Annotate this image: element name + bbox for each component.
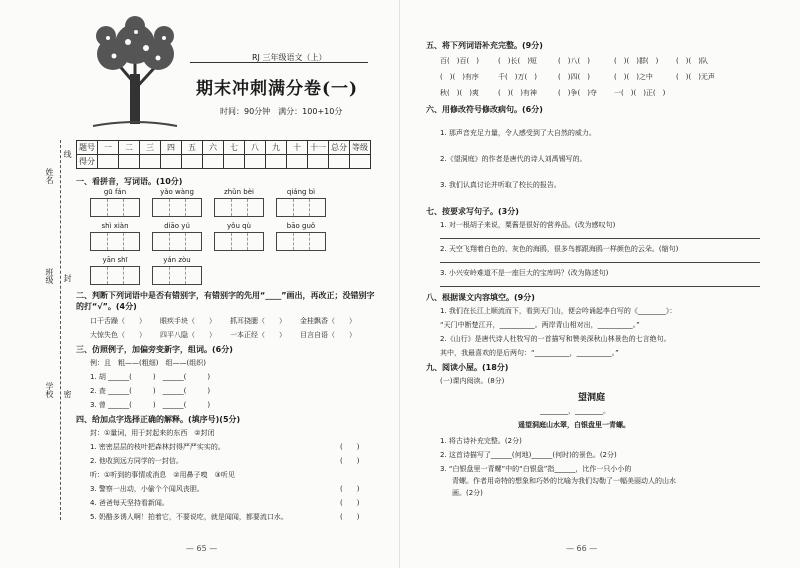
answer-box[interactable]	[276, 198, 326, 217]
score-header-cell: 一	[98, 141, 119, 155]
q6-item: 1. 那声音充足力量，令人感受到了大自然的威力。	[440, 129, 596, 137]
q4-heading: 四、给加点字选择正确的解释。(填序号)(5分)	[76, 415, 241, 424]
score-row-label: 得分	[77, 155, 98, 169]
q2-item: 大惊失色（ ）	[90, 331, 146, 339]
score-cell[interactable]	[161, 155, 182, 169]
q9-heading: 九、阅读小屋。(18分)	[426, 363, 509, 372]
score-header-cell: 二	[119, 141, 140, 155]
answer-box[interactable]	[152, 266, 202, 285]
answer-box[interactable]	[214, 198, 264, 217]
q4-item: 5. 奶酪多诱人啊！拍着它，不要说吃，就是闻闻，都要流口水。	[90, 513, 288, 521]
q3-heading: 三、仿照例子，加偏旁变新字，组词。(6分)	[76, 345, 233, 354]
q3-item[interactable]: 1. 胡 ______( ) ______( )	[90, 373, 211, 381]
score-cell[interactable]	[182, 155, 203, 169]
pinyin-label: yǒu qù	[227, 222, 251, 230]
score-header-cell: 六	[203, 141, 224, 155]
q5-item[interactable]: ( )四( )	[558, 73, 590, 81]
score-cell[interactable]	[308, 155, 329, 169]
q7-item: 2. 天空飞翔着白色的、灰色的海鸥，很多鸟都跟海鸥一样颜色的云朵。(缩句)	[440, 245, 679, 253]
q3-item[interactable]: 3. 曾 ______( ) ______( )	[90, 401, 211, 409]
answer-bracket[interactable]: ( )	[340, 443, 360, 451]
score-header-cell: 九	[266, 141, 287, 155]
score-cell[interactable]	[119, 155, 140, 169]
score-header-cell: 五	[182, 141, 203, 155]
pinyin-label: gū fán	[103, 188, 127, 196]
score-cell[interactable]	[245, 155, 266, 169]
q9-item[interactable]: 3. “白银盘里一青螺”中的“白银盘”指______，比作一只小小的	[440, 465, 632, 473]
q4-definition: 封：①量词，用于封起来的东西 ②封闭	[90, 429, 215, 437]
pinyin-label: yān shī	[102, 256, 128, 264]
score-header-cell: 四	[161, 141, 182, 155]
q2-item: 一本正经（ ）	[230, 331, 286, 339]
side-label-seal: 封	[63, 274, 72, 282]
q9-item: 1. 将古诗补充完整。(2分)	[440, 437, 522, 445]
score-header-cell: 八	[245, 141, 266, 155]
score-cell[interactable]	[266, 155, 287, 169]
q8-item[interactable]: 其中，我最喜欢的是后两句：“__________，__________。”	[440, 349, 619, 357]
poem-line: 遥望洞庭山水翠，白银盘里一青螺。	[518, 421, 630, 429]
score-cell[interactable]	[224, 155, 245, 169]
q4-item: 4. 爸爸每天坚持看新闻。	[90, 499, 169, 507]
score-header-cell: 三	[140, 141, 161, 155]
q4-definition: 听：①听到的事情或消息 ②用鼻子嗅 ③听见	[90, 471, 235, 479]
answer-bracket[interactable]: ( )	[340, 513, 360, 521]
pinyin-label: yán zòu	[163, 256, 191, 264]
q7-heading: 七、按要求写句子。(3分)	[426, 207, 519, 216]
score-cell[interactable]	[329, 155, 350, 169]
q2-item: 四平八隐（ ）	[160, 331, 216, 339]
q5-heading: 五、将下列词语补充完整。(9分)	[426, 41, 543, 50]
answer-bracket[interactable]: ( )	[340, 499, 360, 507]
q5-item[interactable]: ( )争( )夺	[558, 89, 597, 97]
side-label-class: 班级	[45, 268, 54, 284]
answer-box[interactable]	[90, 198, 140, 217]
q9-item: 画。(2分)	[452, 489, 483, 497]
q5-item[interactable]: 千( )万( )	[498, 73, 537, 81]
score-cell[interactable]	[287, 155, 308, 169]
q9-item: 青螺。作者用奇特的想象和巧妙的比喻为我们勾勒了一幅美丽动人的山水	[452, 477, 676, 485]
answer-bracket[interactable]: ( )	[340, 457, 360, 465]
exam-title: 期末冲刺满分卷(一)	[196, 79, 359, 99]
answer-line[interactable]	[440, 262, 760, 263]
q5-item[interactable]: ( )八( )	[558, 57, 590, 65]
pinyin-label: bāo guǒ	[286, 222, 316, 230]
q3-item[interactable]: 2. 查 ______( ) ______( )	[90, 387, 211, 395]
answer-bracket[interactable]: ( )	[340, 485, 360, 493]
q5-item[interactable]: ( )( )有序	[440, 73, 479, 81]
q5-item[interactable]: 秋( )( )爽	[440, 89, 479, 97]
tree-illustration	[88, 14, 182, 132]
q5-item[interactable]: ( )( )之中	[614, 73, 653, 81]
score-header-cell: 等级	[350, 141, 371, 155]
page-number: — 66 —	[566, 544, 598, 553]
score-table	[76, 140, 371, 169]
header-tag: RJ 三年级语文（上）	[252, 53, 327, 62]
q5-item[interactable]: 一( )( )正( )	[614, 89, 666, 97]
page-number: — 65 —	[186, 544, 218, 553]
score-cell[interactable]	[98, 155, 119, 169]
pinyin-label: yǎo wàng	[160, 188, 194, 196]
poem-blank-line[interactable]: ________，________。	[540, 407, 610, 415]
pinyin-label: zhǔn bèi	[224, 188, 254, 196]
score-header-cell: 十	[287, 141, 308, 155]
pinyin-label: diāo yú	[164, 222, 190, 230]
side-label-secret: 密	[63, 390, 72, 398]
side-label-school: 学校	[45, 382, 54, 398]
answer-box[interactable]	[214, 232, 264, 251]
score-cell[interactable]	[140, 155, 161, 169]
answer-line[interactable]	[440, 286, 760, 287]
time-info: 时间：90分钟 满分：100+10分	[220, 107, 343, 116]
q2-item: 口干舌躁（ ）	[90, 317, 146, 325]
pinyin-label: shì xiàn	[101, 222, 129, 230]
pinyin-label: qiáng bì	[286, 188, 316, 196]
poem-title: 望洞庭	[578, 393, 606, 403]
q5-item[interactable]: ( )( )群( )	[614, 57, 659, 65]
q4-item: 3. 警察一出动，小偷个个闻风丧胆。	[90, 485, 204, 493]
binding-line	[60, 140, 61, 520]
answer-box[interactable]	[90, 232, 140, 251]
q1-heading: 一、看拼音，写词语。(10分)	[76, 177, 183, 186]
q6-item: 3. 我们认真讨论并听取了校长的报告。	[440, 181, 561, 189]
side-label-name: 姓名	[45, 168, 54, 184]
q9-subheading: (一)课内阅读。(8分)	[440, 377, 505, 385]
answer-box[interactable]	[152, 198, 202, 217]
q8-item: 2.《山行》是唐代诗人杜牧写的一首描写和赞美深秋山林景色的七言绝句。	[440, 335, 671, 343]
answer-box[interactable]	[152, 232, 202, 251]
q2-item: 目言自语（ ）	[300, 331, 356, 339]
score-header-cell: 七	[224, 141, 245, 155]
q5-item[interactable]: ( )( )无声	[676, 73, 715, 81]
q7-item: 1. 对一根胡子来说，粟酱是很好的营养品。(改为感叹句)	[440, 221, 616, 229]
q8-item[interactable]: 1. 我们在长江上顺流而下，看到天门山，便会吟诵起李白写的《________》：	[440, 307, 677, 315]
q2-item: 眼疾手块（ ）	[160, 317, 216, 325]
q3-example: 例：且 粗——(粗细) 组——(组织)	[90, 359, 206, 367]
q2-item: 抓耳挠腮（ ）	[230, 317, 286, 325]
score-cell[interactable]	[203, 155, 224, 169]
q8-item[interactable]: “天门中断楚江开，__________。两岸青山相对出，__________。”	[440, 321, 640, 329]
score-cell[interactable]	[350, 155, 371, 169]
q4-item: 1. 密密层层的枝叶把森林封得严严实实的。	[90, 443, 225, 451]
right-page	[400, 0, 800, 568]
q4-item: 2. 他收到远方同学的一封信。	[90, 457, 183, 465]
q6-heading: 六、用修改符号修改病句。(6分)	[426, 105, 543, 114]
q8-heading: 八、根据课文内容填空。(9分)	[426, 293, 535, 302]
answer-box[interactable]	[276, 232, 326, 251]
q2-heading: 二、判断下列词语中是否有错别字，有错别字的先用“____”画出，再改正；没错别字的打“√”。(4分)	[76, 291, 375, 311]
q6-item: 2.《望洞庭》的作者是唐代的诗人刘禹锡写的。	[440, 155, 587, 163]
q5-item[interactable]: ( )( )队	[676, 57, 708, 65]
header-rule	[190, 62, 368, 63]
q2-item: 金桂飘香（ ）	[300, 317, 356, 325]
answer-line[interactable]	[440, 238, 760, 239]
side-label-line: 线	[63, 150, 72, 158]
answer-box[interactable]	[90, 266, 140, 285]
q9-item[interactable]: 2. 这首诗描写了______(何地)______(何时)的景色。(2分)	[440, 451, 617, 459]
q7-item: 3. 小兴安岭难道不是一座巨大的宝库吗？(改为陈述句)	[440, 269, 609, 277]
q5-item[interactable]: ( )长( )短	[498, 57, 537, 65]
score-header-cell: 题号	[77, 141, 98, 155]
q5-item[interactable]: 百( )百( )	[440, 57, 479, 65]
score-header-cell: 总分	[329, 141, 350, 155]
score-header-cell: 十一	[308, 141, 329, 155]
q5-item[interactable]: ( )( )有神	[498, 89, 537, 97]
